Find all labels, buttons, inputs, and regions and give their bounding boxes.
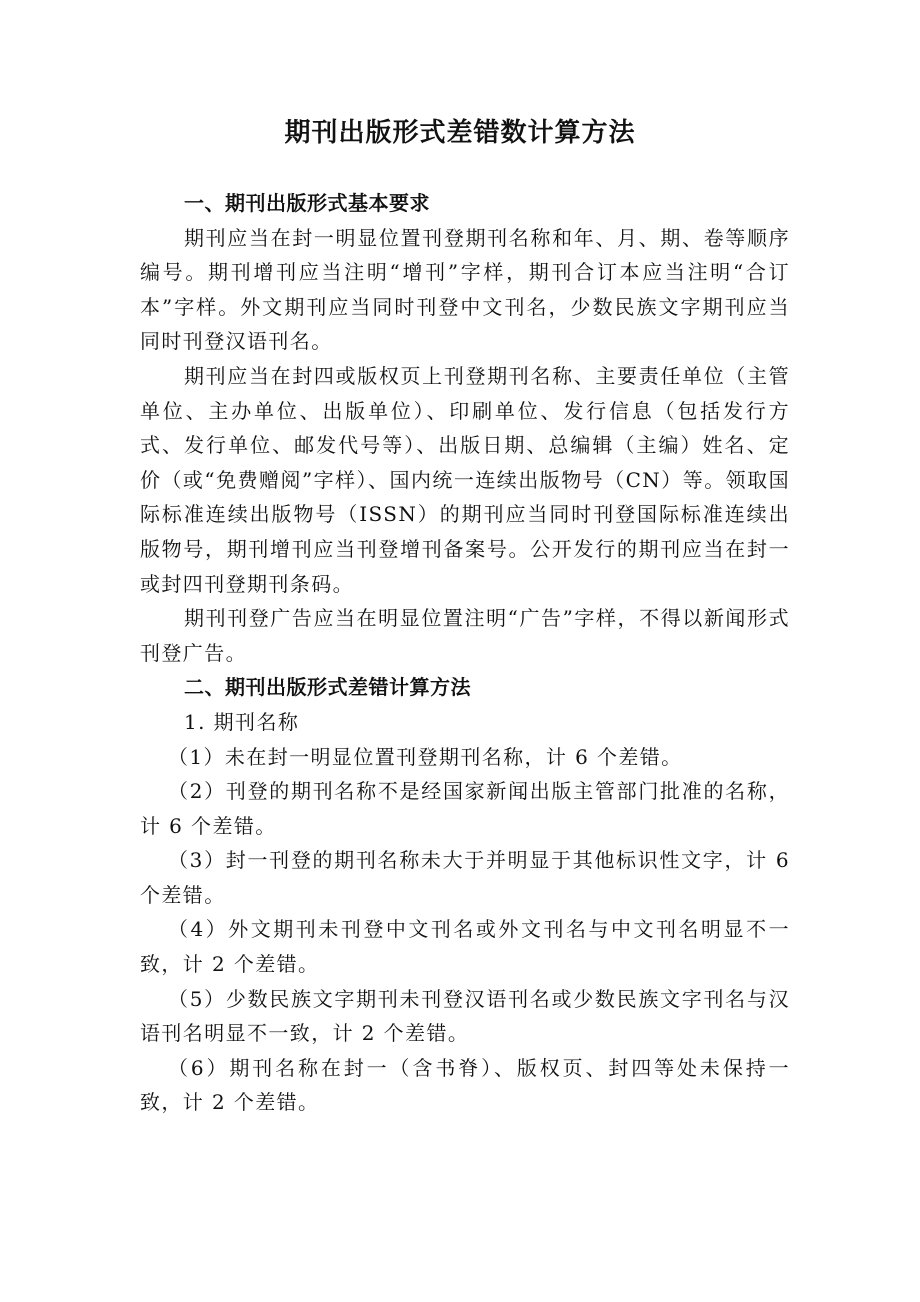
list-item: （4）外文期刊未刊登中文刊名或外文刊名与中文刊名明显不一致，计 2 个差错。 (140, 917, 790, 977)
section-2-heading: 二、期刊出版形式差错计算方法 (184, 675, 471, 700)
list-item: （6）期刊名称在封一（含书脊）、版权页、封四等处未保持一致，计 2 个差错。 (140, 1055, 790, 1115)
section-1-paragraph-2: 期刊应当在封四或版权页上刊登期刊名称、主要责任单位（主管单位、主办单位、出版单位）、印刷单位、发行信息（包括发行方式、发行单位、邮发代号等）、出版日期、总编辑（主编）姓名、定价（或“免费赠阅”字样）、国内统一连续出版物号（CN）等。领取国际标准连续出版物号（ISSN）的期刊应当同时刊登国际标准连续出版物号，期刊增刊应当刊登增刊备案号。公开发行的期刊应当在封一或封四刊登期刊条码。 (140, 363, 790, 596)
list-item: （1）未在封一明显位置刊登期刊名称，计 6 个差错。 (168, 744, 683, 769)
document-body (140, 186, 790, 1120)
page-title: 期刊出版形式差错数计算方法 (284, 118, 636, 148)
list-item: （3）封一刊登的期刊名称未大于并明显于其他标识性文字，计 6 个差错。 (140, 848, 790, 907)
list-item: （2）刊登的期刊名称不是经国家新闻出版主管部门批准的名称，计 6 个差错。 (140, 779, 790, 838)
section-1-heading: 一、期刊出版形式基本要求 (184, 191, 430, 215)
section-1-paragraph-3: 期刊刊登广告应当在明显位置注明“广告”字样，不得以新闻形式刊登广告。 (140, 606, 790, 665)
section-1-paragraph-1: 期刊应当在封一明显位置刊登期刊名称和年、月、期、卷等顺序编号。期刊增刊应当注明“增刊”字样，期刊合订本应当注明“合订本”字样。外文期刊应当同时刊登中文刊名，少数民族文字期刊应当同时刊登汉语刊名。 (140, 225, 790, 354)
subsection-1-heading: 1. 期刊名称 (184, 709, 300, 734)
list-item: （5）少数民族文字期刊未刊登汉语刊名或少数民族文字刊名与汉语刊名明显不一致，计 2 个差错。 (140, 986, 790, 1046)
